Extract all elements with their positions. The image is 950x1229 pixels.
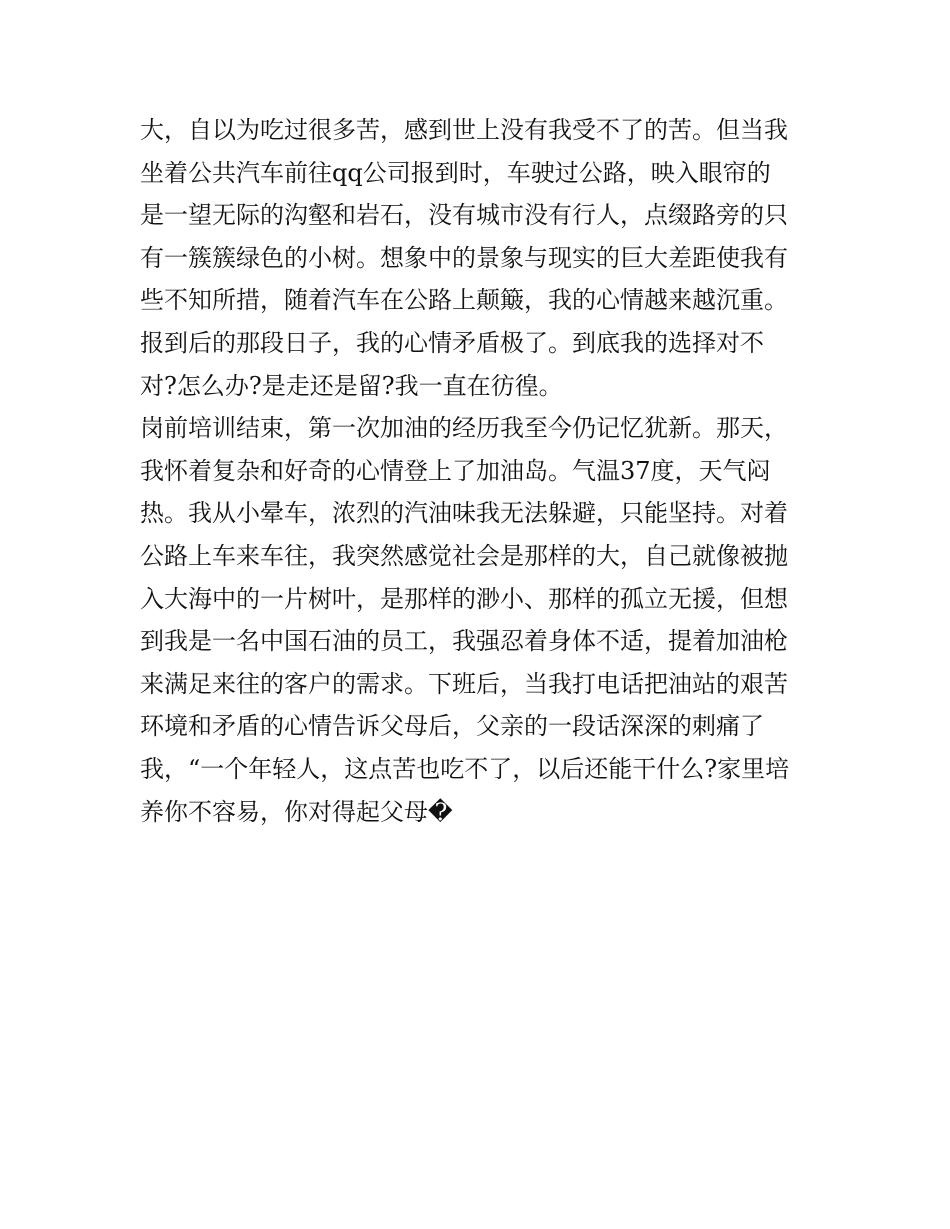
text-line-4: 有一簇簇绿色的小树。想象中的景象与现实的巨大差距使我有	[140, 243, 788, 272]
text-line-8: 岗前培训结束，第一次加油的经历我至今仍记忆犹新。那天，	[140, 414, 788, 443]
text-line-1: 大，自以为吃过很多苦，感到世上没有我受不了的苦。但当我	[140, 116, 788, 144]
text-line-15: 环境和矛盾的心情告诉父母后，父亲的一段话深深的刺痛了	[140, 712, 764, 741]
text-line-12: 入大海中的一片树叶，是那样的渺小、那样的孤立无援，但想	[140, 584, 788, 613]
text-line-14: 来满足来往的客户的需求。下班后，当我打电话把油站的艰苦	[140, 669, 788, 698]
text-line-2: 坐着公共汽车前往qq公司报到时，车驶过公路，映入眼帘的	[140, 158, 771, 187]
text-line-3: 是一望无际的沟壑和岩石，没有城市没有行人，点缀路旁的只	[140, 201, 788, 230]
text-line-16: 我，“一个年轻人，这点苦也吃不了，以后还能干什么?家里培	[140, 754, 790, 783]
text-line-11: 公路上车来车往，我突然感觉社会是那样的大，自己就像被抛	[140, 541, 788, 570]
text-line-7: 对?怎么办?是走还是留?我一直在彷徨。	[140, 371, 563, 400]
body-text	[140, 109, 820, 833]
text-line-5: 些不知所措，随着汽车在公路上颠簸，我的心情越来越沉重。	[140, 286, 788, 315]
text-line-17: 养你不容易，你对得起父母�	[140, 797, 453, 826]
text-line-6: 报到后的那段日子，我的心情矛盾极了。到底我的选择对不	[140, 328, 764, 357]
text-line-13: 到我是一名中国石油的员工，我强忍着身体不适，提着加油枪	[140, 627, 788, 656]
text-line-9: 我怀着复杂和好奇的心情登上了加油岛。气温37度，天气闷	[140, 456, 771, 485]
text-line-10: 热。我从小晕车，浓烈的汽油味我无法躲避，只能坚持。对着	[140, 499, 788, 528]
